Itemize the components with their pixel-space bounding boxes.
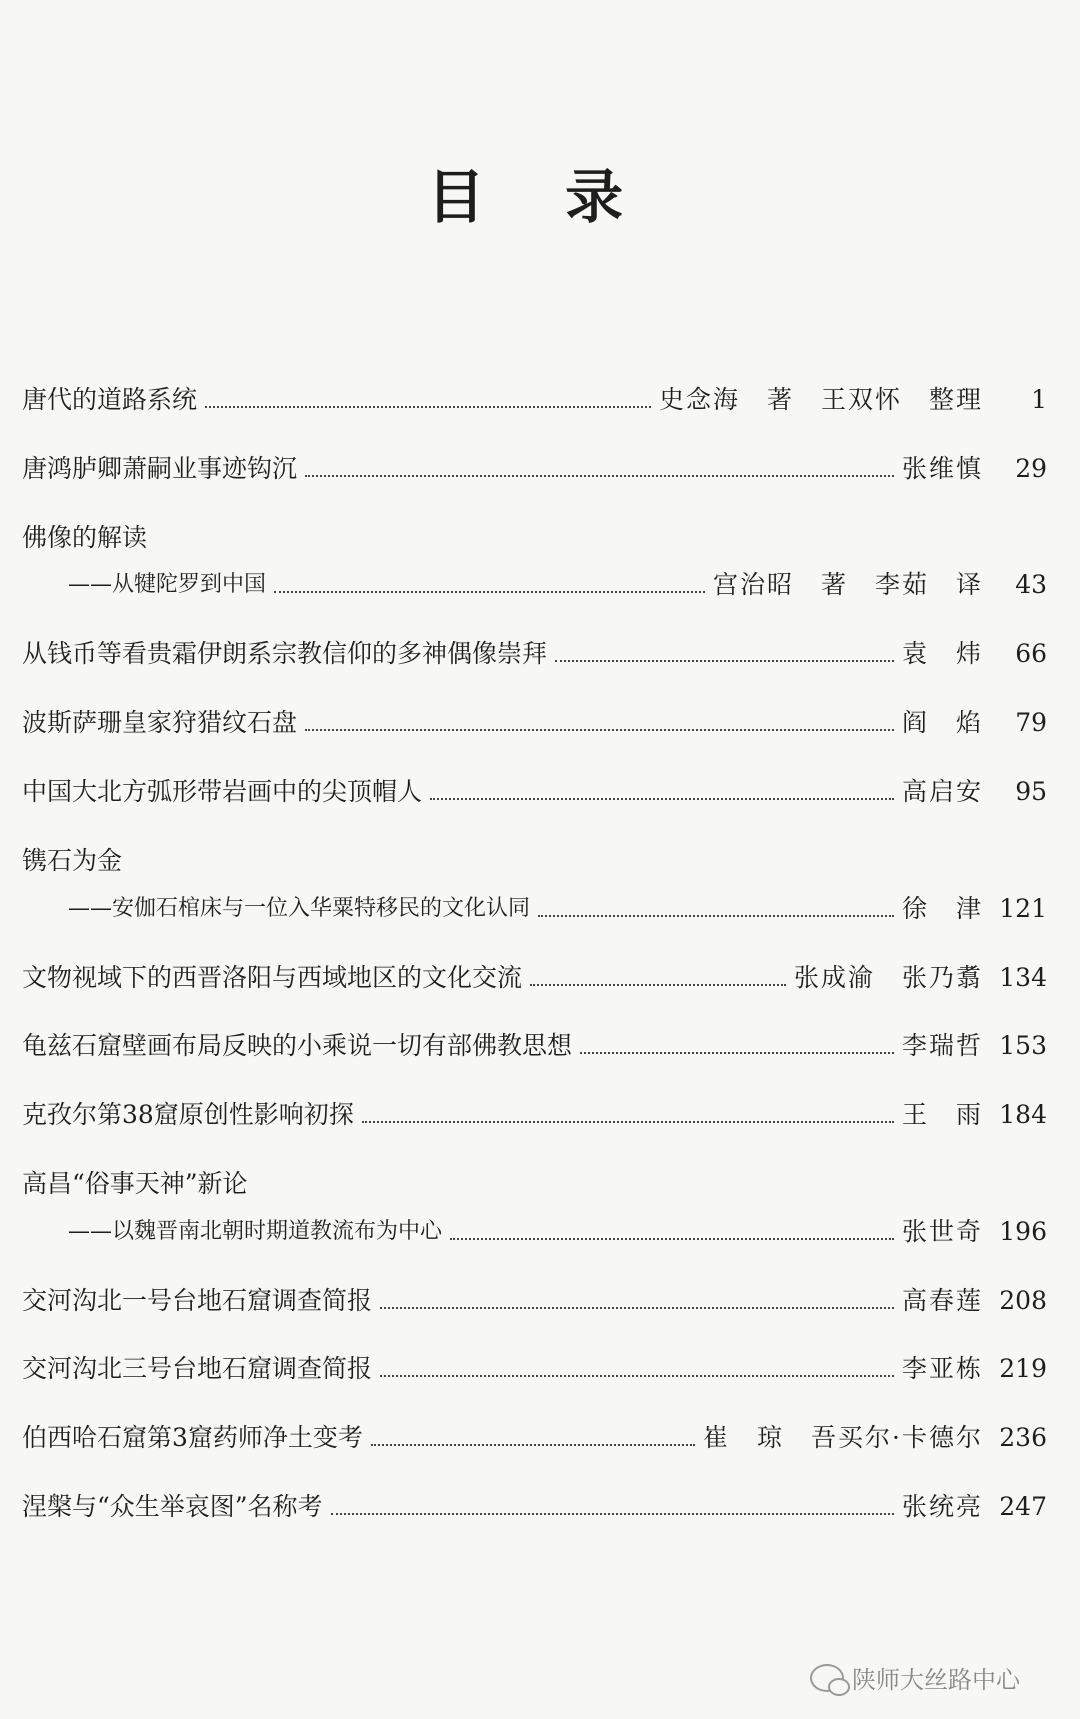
toc-leader-dots bbox=[305, 728, 894, 731]
toc-subtitle-row bbox=[22, 889, 1047, 929]
toc-entry-page: 153 bbox=[999, 1031, 1047, 1060]
toc-entry-page: 1 bbox=[1031, 385, 1047, 414]
toc-entry-title: 文物视域下的西晋洛阳与西域地区的文化交流 bbox=[22, 963, 523, 992]
toc-leader-dots bbox=[530, 983, 786, 986]
toc-entry-page: 29 bbox=[1015, 454, 1047, 483]
toc-entry-title: 佛像的解读 bbox=[22, 523, 148, 552]
toc-entry-title: 从钱币等看贵霜伊朗系宗教信仰的多神偶像崇拜 bbox=[22, 639, 548, 668]
toc-subtitle: ——以魏晋南北朝时期道教流布为中心 bbox=[68, 1219, 443, 1244]
toc-entry-page: 219 bbox=[999, 1354, 1047, 1383]
toc-entry-title: 交河沟北一号台地石窟调查简报 bbox=[22, 1286, 373, 1315]
wechat-icon bbox=[810, 1664, 844, 1692]
toc-entry-title: 涅槃与“众生举哀图”名称考 bbox=[22, 1492, 323, 1521]
toc-entry-author: 阎 焰 bbox=[901, 708, 983, 737]
toc-leader-dots bbox=[205, 405, 651, 408]
toc-entry-row bbox=[22, 1164, 1047, 1204]
toc-entry-page: 208 bbox=[999, 1286, 1047, 1315]
toc-entry-page: 79 bbox=[1015, 708, 1047, 737]
toc-entry-row bbox=[22, 518, 1047, 558]
toc-entry-title: 镌石为金 bbox=[22, 846, 123, 875]
toc-subtitle-row bbox=[22, 1212, 1047, 1252]
toc-entry-title: 中国大北方弧形带岩画中的尖顶帽人 bbox=[22, 777, 423, 806]
toc-leader-dots bbox=[274, 590, 705, 593]
toc-entry-row bbox=[22, 1349, 1047, 1389]
toc-entry-page: 95 bbox=[1015, 777, 1047, 806]
toc-subtitle-row bbox=[22, 565, 1047, 605]
watermark-text: 陕师大丝路中心 bbox=[852, 1666, 1020, 1694]
toc-leader-dots bbox=[580, 1051, 894, 1054]
toc-leader-dots bbox=[371, 1443, 695, 1446]
toc-entry-row bbox=[22, 1281, 1047, 1321]
toc-leader-dots bbox=[450, 1237, 894, 1240]
toc-leader-dots bbox=[331, 1512, 894, 1515]
toc-entry-row bbox=[22, 1418, 1047, 1458]
toc-entry-title: 伯西哈石窟第3窟药师净土变考 bbox=[22, 1423, 363, 1452]
toc-entry-page: 134 bbox=[999, 963, 1047, 992]
toc-leader-dots bbox=[380, 1374, 894, 1377]
toc-entry-row bbox=[22, 449, 1047, 489]
toc-entry-row bbox=[22, 634, 1047, 674]
toc-entry-author: 张世奇 bbox=[901, 1217, 983, 1246]
watermark bbox=[810, 1660, 1020, 1695]
toc-entry-author: 崔 琼 吾买尔·卡德尔 bbox=[703, 1423, 983, 1452]
toc-entry-author: 李亚栋 bbox=[901, 1354, 983, 1383]
toc-entry-author: 高春莲 bbox=[901, 1286, 983, 1315]
toc-entry-title: 高昌“俗事天神”新论 bbox=[22, 1169, 248, 1198]
toc-entry-author: 张统亮 bbox=[901, 1492, 983, 1521]
toc-entry-title: 龟兹石窟壁画布局反映的小乘说一切有部佛教思想 bbox=[22, 1031, 573, 1060]
toc-entry-row bbox=[22, 1487, 1047, 1527]
toc-entry-row bbox=[22, 1095, 1047, 1135]
toc-entry-author: 张成渝 张乃翥 bbox=[793, 963, 983, 992]
toc-leader-dots bbox=[555, 659, 894, 662]
page-title: 目 录 bbox=[426, 163, 654, 231]
toc-leader-dots bbox=[362, 1120, 894, 1123]
toc-entry-title: 波斯萨珊皇家狩猎纹石盘 bbox=[22, 708, 298, 737]
toc-leader-dots bbox=[305, 474, 894, 477]
toc-entry-author: 宫治昭 著 李茹 译 bbox=[712, 570, 983, 599]
toc-entry-row bbox=[22, 772, 1047, 812]
toc-entry-row bbox=[22, 1026, 1047, 1066]
toc-leader-dots bbox=[430, 797, 894, 800]
toc-entry-page: 66 bbox=[1015, 639, 1047, 668]
toc-entry-title: 克孜尔第38窟原创性影响初探 bbox=[22, 1100, 354, 1129]
toc-entry-author: 徐 津 bbox=[901, 894, 983, 923]
toc-entry-title: 唐代的道路系统 bbox=[22, 385, 198, 414]
toc-entry-row bbox=[22, 380, 1047, 420]
toc-leader-dots bbox=[538, 914, 894, 917]
toc-leader-dots bbox=[380, 1306, 894, 1309]
toc-entry-row bbox=[22, 841, 1047, 881]
toc-entry-page: 247 bbox=[999, 1492, 1047, 1521]
toc-entry-title: 交河沟北三号台地石窟调查简报 bbox=[22, 1354, 373, 1383]
toc-entry-page: 184 bbox=[999, 1100, 1047, 1129]
toc-entry-page: 121 bbox=[999, 894, 1047, 923]
toc-subtitle: ——安伽石棺床与一位入华粟特移民的文化认同 bbox=[68, 896, 531, 921]
toc-entry-author: 王 雨 bbox=[901, 1100, 983, 1129]
toc-subtitle: ——从犍陀罗到中国 bbox=[68, 572, 267, 597]
toc-entry-page: 236 bbox=[999, 1423, 1047, 1452]
toc-entry-title: 唐鸿胪卿萧嗣业事迹钩沉 bbox=[22, 454, 298, 483]
toc-entry-author: 张维慎 bbox=[901, 454, 983, 483]
toc-entry-row bbox=[22, 703, 1047, 743]
toc-entry-author: 史念海 著 王双怀 整理 bbox=[658, 385, 983, 414]
toc-entry-author: 李瑞哲 bbox=[901, 1031, 983, 1060]
toc-entry-page: 43 bbox=[1015, 570, 1047, 599]
toc-entry-row bbox=[22, 958, 1047, 998]
toc-entry-page: 196 bbox=[999, 1217, 1047, 1246]
toc-entry-author: 高启安 bbox=[901, 777, 983, 806]
toc-entry-author: 袁 炜 bbox=[901, 639, 983, 668]
